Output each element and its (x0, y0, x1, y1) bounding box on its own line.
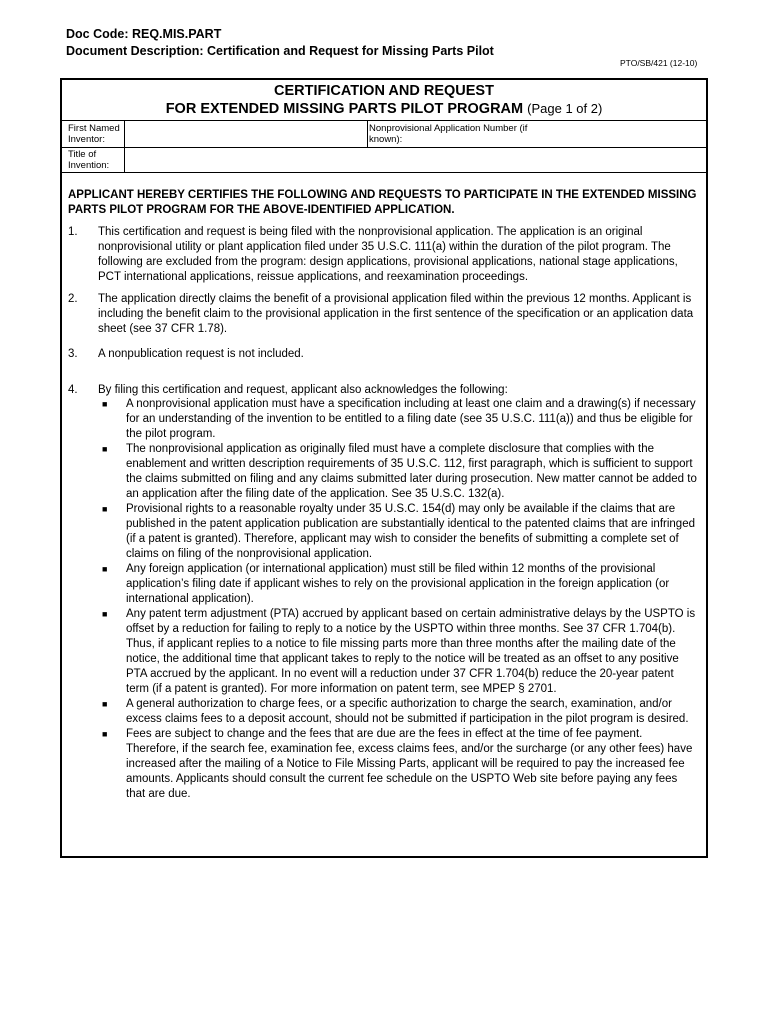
doc-code: Doc Code: REQ.MIS.PART (66, 27, 222, 41)
acknowledgement-text: A general authorization to charge fees, or a specific authorization to charge the search, examination, and/or excess claims fees to a deposit account, should not be submitted if participation in the pilot program is desired. (126, 698, 689, 725)
acknowledgement-item (98, 502, 698, 562)
first-named-inventor-field[interactable] (126, 121, 366, 146)
item-number: 4. (68, 384, 78, 396)
form-title (62, 83, 706, 118)
title-of-invention-label: Title of Invention: (68, 149, 110, 171)
title-of-invention-field[interactable] (126, 148, 706, 171)
certification-item-4 (68, 383, 698, 398)
application-number-label: Nonprovisional Application Number (if known): (369, 123, 528, 145)
item-text: By filing this certification and request, applicant also acknowledges the following: (98, 384, 508, 396)
first-named-inventor-label: First Named Inventor: (68, 123, 120, 145)
bullet-icon: ■ (102, 504, 108, 514)
certification-item-2 (68, 292, 698, 337)
label-column-divider (124, 120, 125, 172)
title-line-2: FOR EXTENDED MISSING PARTS PILOT PROGRAM (165, 101, 524, 117)
acknowledgement-list (98, 397, 698, 802)
acknowledgement-item (98, 442, 698, 502)
acknowledgement-item (98, 397, 698, 442)
bullet-icon: ■ (102, 729, 108, 739)
acknowledgement-item (98, 562, 698, 607)
form-frame (60, 78, 708, 858)
item-text: A nonpublication request is not included. (98, 348, 304, 360)
acknowledgement-item (98, 697, 698, 727)
certification-heading: APPLICANT HEREBY CERTIFIES THE FOLLOWING AND REQUESTS TO PARTICIPATE IN THE EXTENDED MISSING PARTS PILOT PROGRAM FOR THE ABOVE-IDENTIFIED APPLICATION. (68, 189, 697, 216)
item-number: 3. (68, 348, 78, 360)
acknowledgement-text: The nonprovisional application as originally filed must have a complete disclosure that complies with the enablement and written description requirements of 35 U.S.C. 112, first paragraph, which is sufficient to support the claims submitted on filing and any claims submitted later during prosecution. New matter cannot be added to an application after the filing date of the application. See 35 U.S.C. 132(a). (126, 443, 697, 500)
title-line-1: CERTIFICATION AND REQUEST (274, 83, 494, 99)
bullet-icon: ■ (102, 399, 108, 409)
application-number-divider (367, 120, 368, 147)
acknowledgement-text: Fees are subject to change and the fees that are due are the fees in effect at the time of fee payment. Therefore, if the search fee, examination fee, excess claims fees, and/or the surcharge (or any other fees) have increased after the mailing of a Notice to File Missing Parts, applicant will be required to pay the increased fee amounts. Applicants should consult the current fee schedule on the USPTO Web site before paying any fees that are due. (126, 728, 693, 800)
item-text: This certification and request is being filed with the nonprovisional application. The application is an original nonprovisional utility or plant application filed under 35 U.S.C. 111(a) within the duration of the pilot program. The following are excluded from the program: design applications, provisional applications, national stage applications, PCT international applications, reissue applications, and reexamination proceedings. (98, 226, 678, 283)
invention-row-divider (62, 172, 706, 173)
application-number-field[interactable] (540, 121, 706, 146)
bullet-icon: ■ (102, 564, 108, 574)
acknowledgement-text: A nonprovisional application must have a specification including at least one claim and a drawing(s) if necessary for an understanding of the invention to be entitled to a filing date (see 35 U.S.C. 111(a)) and thus be eligible for the pilot program. (126, 398, 696, 440)
certification-item-3 (68, 347, 698, 362)
item-text: The application directly claims the benefit of a provisional application filed within the previous 12 months. Applicant is including the benefit claim to the provisional application in the first sentence of the specification or an application data sheet (see 37 CFR 1.78). (98, 293, 694, 335)
acknowledgement-item (98, 727, 698, 802)
form-number: PTO/SB/421 (12-10) (620, 58, 698, 68)
certification-item-1 (68, 225, 698, 285)
item-number: 2. (68, 293, 78, 305)
acknowledgement-text: Any patent term adjustment (PTA) accrued by applicant based on certain administrative delays by the USPTO is offset by a reduction for failing to reply to a notice by the USPTO within three months. See 37 CFR 1.704(b). Thus, if applicant replies to a notice to file missing parts more than three months after the mailing date of the notice, the additional time that applicant takes to reply to the notice will be treated as an offset to any positive PTA accrued by the applicant. In no event will a reduction under 37 CFR 1.704(b) reduce the 20-year patent term (if a patent is granted). For more information on patent term, see MPEP § 2701. (126, 608, 696, 695)
acknowledgement-item (98, 607, 698, 697)
item-number: 1. (68, 226, 78, 238)
acknowledgement-text: Any foreign application (or international application) must still be filed within 12 months of the provisional application’s filing date if applicant wishes to rely on the provisional application in the foreign application (or international application). (126, 563, 670, 605)
acknowledgement-text: Provisional rights to a reasonable royalty under 35 U.S.C. 154(d) may only be available if the claims that are published in the patent application publication are substantially identical to the patented claims that are infringed (if a patent is granted). Therefore, applicant may wish to consider the benefits of submitting a complete set of claims on filing of the nonprovisional application. (126, 503, 695, 560)
bullet-icon: ■ (102, 699, 108, 709)
doc-description (66, 44, 494, 58)
doc-description-value: : Certification and Request for Missing Parts Pilot (199, 44, 494, 58)
page-indicator: (Page 1 of 2) (527, 101, 603, 116)
bullet-icon: ■ (102, 609, 108, 619)
bullet-icon: ■ (102, 444, 108, 454)
doc-description-label: Document Description (66, 44, 200, 58)
